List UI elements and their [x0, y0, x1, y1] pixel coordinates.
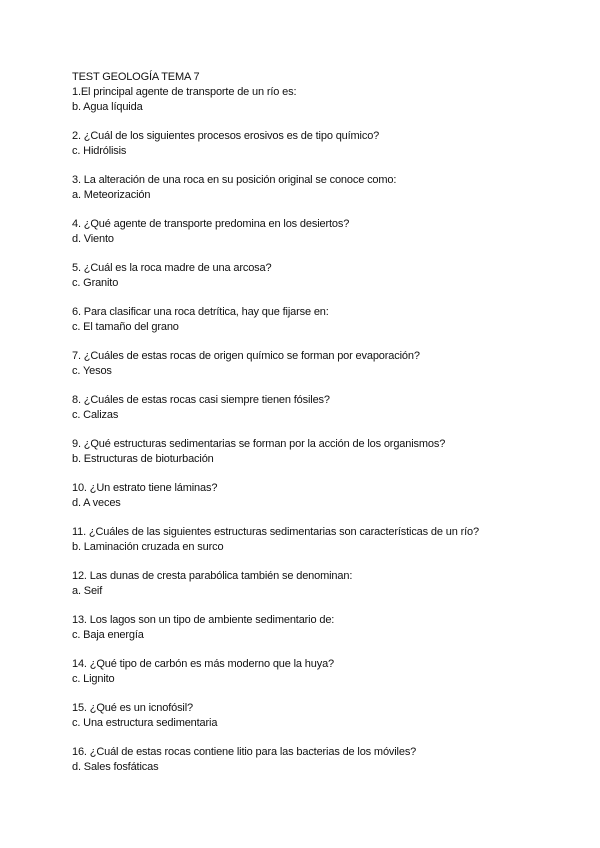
question-item: [72, 525, 542, 555]
question-text: 2. ¿Cuál de los siguientes procesos erosivos es de tipo químico?: [72, 130, 380, 142]
document-page: [72, 70, 542, 789]
question-text: 4. ¿Qué agente de transporte predomina en los desiertos?: [72, 218, 350, 230]
answer-text: c. Granito: [72, 277, 119, 289]
question-item: [72, 349, 542, 379]
answer-text: a. Seif: [72, 585, 103, 597]
question-item: [72, 129, 542, 159]
answer-text: c. Yesos: [72, 365, 112, 377]
answer-text: c. Lignito: [72, 673, 115, 685]
answer-text: c. El tamaño del grano: [72, 321, 179, 333]
answer-text: d. Sales fosfáticas: [72, 761, 159, 773]
question-item: [72, 85, 542, 115]
question-text: 10. ¿Un estrato tiene láminas?: [72, 482, 218, 494]
answer-text: a. Meteorización: [72, 189, 151, 201]
question-text: 7. ¿Cuáles de estas rocas de origen químico se forman por evaporación?: [72, 350, 420, 362]
answer-text: c. Baja energía: [72, 629, 144, 641]
answer-text: c. Calizas: [72, 409, 119, 421]
answer-text: c. Hidrólisis: [72, 145, 127, 157]
question-text: 13. Los lagos son un tipo de ambiente sedimentario de:: [72, 614, 335, 626]
question-text: 15. ¿Qué es un icnofósil?: [72, 702, 193, 714]
question-item: [72, 569, 542, 599]
question-item: [72, 745, 542, 775]
question-item: [72, 481, 542, 511]
question-text: 1.El principal agente de transporte de un río es:: [72, 86, 297, 98]
question-item: [72, 261, 542, 291]
question-item: [72, 437, 542, 467]
question-text: 5. ¿Cuál es la roca madre de una arcosa?: [72, 262, 272, 274]
answer-text: c. Una estructura sedimentaria: [72, 717, 218, 729]
question-text: 12. Las dunas de cresta parabólica también se denominan:: [72, 570, 353, 582]
question-item: [72, 393, 542, 423]
question-item: [72, 305, 542, 335]
question-text: 6. Para clasificar una roca detrítica, hay que fijarse en:: [72, 306, 329, 318]
question-item: [72, 657, 542, 687]
question-text: 11. ¿Cuáles de las siguientes estructuras sedimentarias son características de un río?: [72, 526, 479, 538]
question-text: 9. ¿Qué estructuras sedimentarias se forman por la acción de los organismos?: [72, 438, 446, 450]
question-list: [72, 85, 542, 775]
answer-text: b. Laminación cruzada en surco: [72, 541, 224, 553]
answer-text: d. Viento: [72, 233, 114, 245]
document-title: TEST GEOLOGÍA TEMA 7: [72, 71, 200, 83]
question-item: [72, 173, 542, 203]
question-item: [72, 613, 542, 643]
question-text: 3. La alteración de una roca en su posición original se conoce como:: [72, 174, 397, 186]
question-text: 16. ¿Cuál de estas rocas contiene litio para las bacterias de los móviles?: [72, 746, 417, 758]
question-item: [72, 701, 542, 731]
question-text: 8. ¿Cuáles de estas rocas casi siempre tienen fósiles?: [72, 394, 330, 406]
answer-text: b. Estructuras de bioturbación: [72, 453, 214, 465]
question-item: [72, 217, 542, 247]
answer-text: d. A veces: [72, 497, 121, 509]
answer-text: b. Agua líquida: [72, 101, 143, 113]
question-text: 14. ¿Qué tipo de carbón es más moderno que la huya?: [72, 658, 335, 670]
